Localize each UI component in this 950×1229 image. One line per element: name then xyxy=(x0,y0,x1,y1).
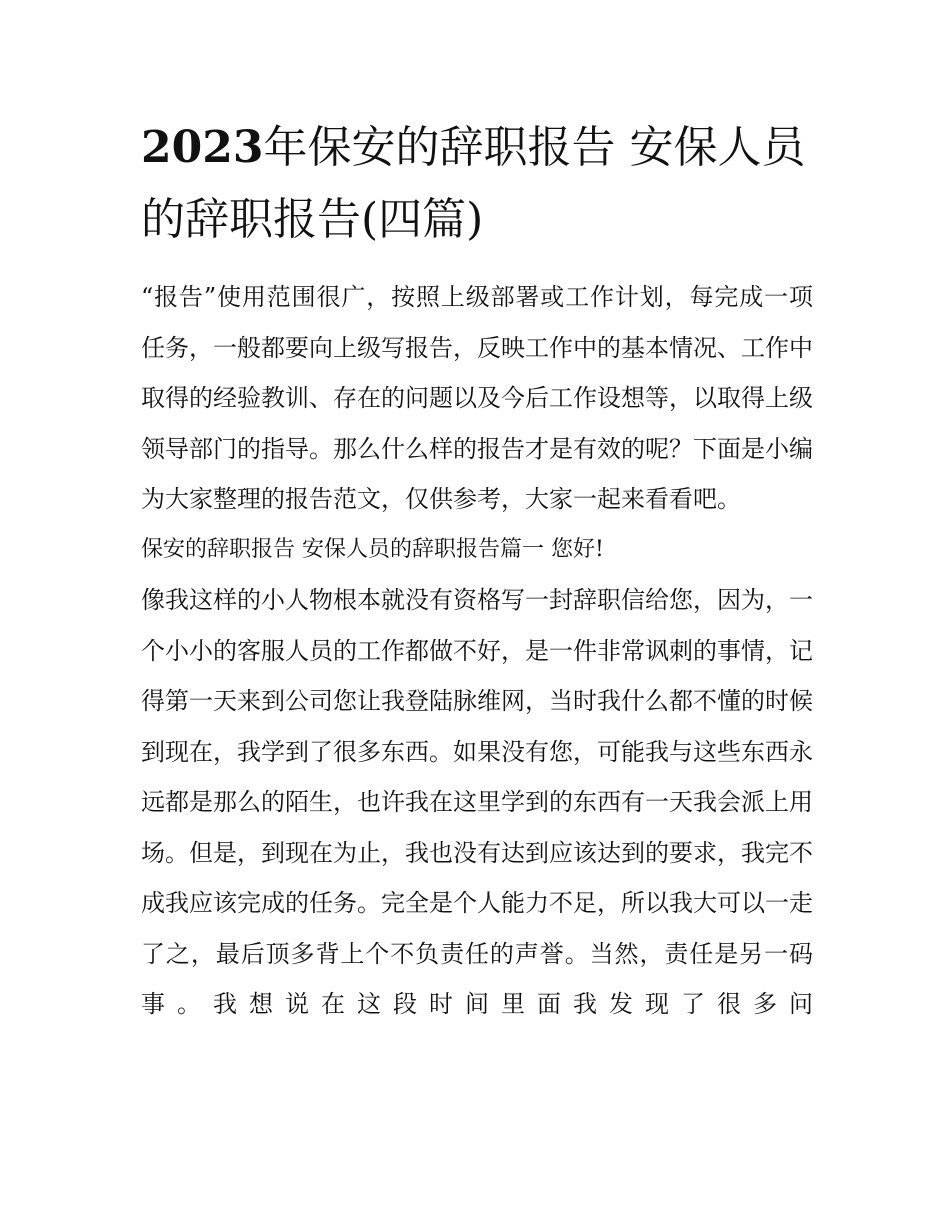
title-text: 年保安的辞职报告 安保人员的辞职报告(四篇) xyxy=(141,122,806,245)
body-paragraph: 像我这样的小人物根本就没有资格写一封辞职信给您，因为，一个小小的客服人员的工作都做不好，是一件非常讽刺的事情，记得第一天来到公司您让我登陆脉维网，当时我什么都不懂的时候到现在，我学到了很多东西。如果没有您，可能我与这些东西永远都是那么的陌生，也许我在这里学到的东西有一天我会派上用场。但是，到现在为止，我也没有达到应该达到的要求，我完不成我应该完成的任务。完全是个人能力不足，所以我大可以一走了之，最后顶多背上个不负责任的声誉。当然，责任是另一码事。我想说在这段时间里面我发现了很多问 xyxy=(141,586,813,1018)
section-heading: 保安的辞职报告 安保人员的辞职报告篇一 您好! xyxy=(141,536,604,562)
document-content xyxy=(141,112,813,1030)
intro-paragraph: “报告”使用范围很广，按照上级部署或工作计划，每完成一项任务，一般都要向上级写报告，反映工作中的基本情况、工作中取得的经验教训、存在的问题以及今后工作设想等，以取得上级领导部门的指导。那么什么样的报告才是有效的呢？下面是小编为大家整理的报告范文，仅供参考，大家一起来看看吧。 xyxy=(141,283,813,513)
document-title xyxy=(141,112,813,256)
title-year: 2023 xyxy=(141,122,264,173)
